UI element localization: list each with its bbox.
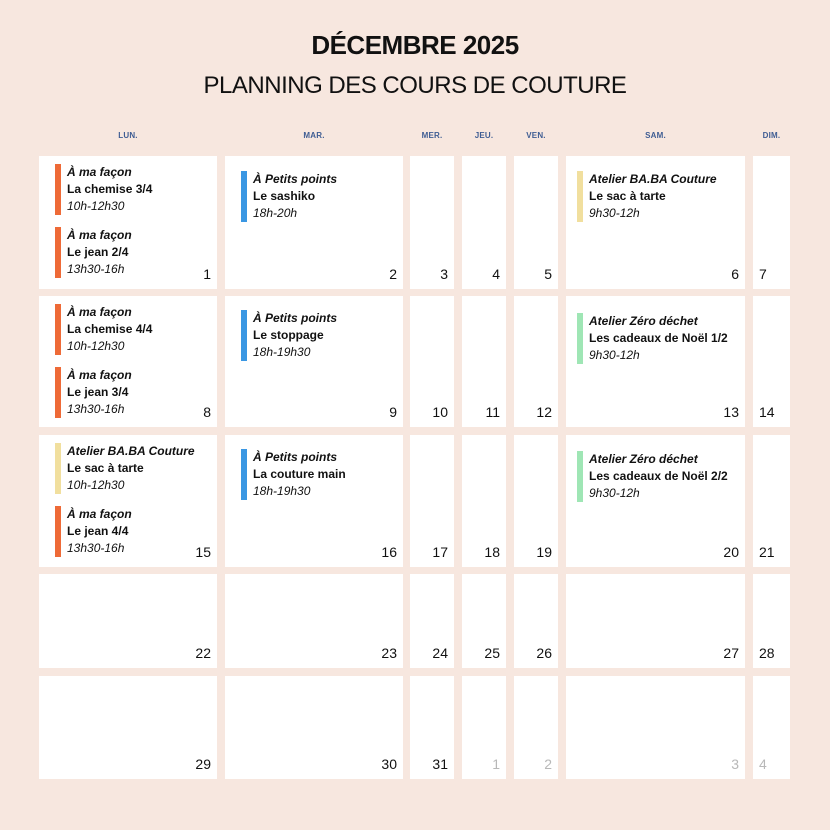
event-time: 9h30-12h	[589, 486, 640, 500]
day-cell[interactable]	[410, 676, 454, 779]
day-cell-next-month[interactable]	[753, 676, 790, 779]
event-organizer: À Petits points	[253, 172, 338, 186]
event-course: Les cadeaux de Noël 1/2	[589, 331, 728, 345]
event-color-bar	[55, 443, 61, 494]
day-number: 6	[731, 266, 739, 282]
day-cell[interactable]	[225, 156, 403, 289]
day-number: 11	[485, 404, 500, 420]
page-subtitle: PLANNING DES COURS DE COUTURE	[203, 72, 627, 99]
day-cell[interactable]	[462, 296, 506, 427]
day-cell[interactable]	[514, 574, 558, 668]
event-baba-couture[interactable]	[577, 171, 717, 222]
day-cell[interactable]	[39, 156, 217, 289]
day-cell[interactable]	[514, 435, 558, 567]
day-cell[interactable]	[753, 435, 790, 567]
day-number: 16	[381, 544, 397, 560]
event-time: 13h30-16h	[67, 262, 125, 276]
day-number: 17	[432, 544, 448, 560]
event-organizer: À ma façon	[67, 305, 132, 319]
event-organizer: Atelier BA.BA Couture	[67, 444, 195, 458]
day-cell-next-month[interactable]	[462, 676, 506, 779]
event-course: La chemise 3/4	[67, 182, 153, 196]
event-time: 13h30-16h	[67, 402, 125, 416]
event-course: Le jean 3/4	[67, 385, 129, 399]
event-time: 10h-12h30	[67, 199, 125, 213]
event-a-ma-facon[interactable]	[55, 506, 132, 557]
day-cell[interactable]	[753, 156, 790, 289]
day-cell[interactable]	[462, 156, 506, 289]
day-number: 26	[536, 645, 552, 661]
day-number: 29	[195, 756, 211, 772]
day-cell[interactable]	[225, 435, 403, 567]
event-time: 10h-12h30	[67, 339, 125, 353]
event-organizer: À ma façon	[67, 165, 132, 179]
day-number: 31	[432, 756, 448, 772]
weekday-header-mon: LUN.	[118, 131, 138, 140]
day-cell[interactable]	[566, 156, 745, 289]
event-color-bar	[241, 310, 247, 361]
page-title: DÉCEMBRE 2025	[311, 30, 519, 60]
day-number: 30	[381, 756, 397, 772]
event-time: 13h30-16h	[67, 541, 125, 555]
day-number: 15	[195, 544, 211, 560]
event-course: Le sac à tarte	[67, 461, 144, 475]
day-cell[interactable]	[410, 296, 454, 427]
event-course: Le jean 4/4	[67, 524, 129, 538]
day-number: 19	[536, 544, 552, 560]
event-color-bar	[55, 367, 61, 418]
day-number: 10	[432, 404, 448, 420]
day-number: 4	[492, 266, 500, 282]
event-time: 18h-19h30	[253, 484, 311, 498]
day-cell[interactable]	[39, 676, 217, 779]
day-number: 1	[203, 266, 211, 282]
day-cell[interactable]	[566, 574, 745, 668]
event-petits-points[interactable]	[241, 449, 346, 500]
day-number: 12	[536, 404, 552, 420]
day-number: 2	[544, 756, 552, 772]
day-cell[interactable]	[225, 574, 403, 668]
weekday-header-thu: JEU.	[474, 131, 494, 140]
event-a-ma-facon[interactable]	[55, 227, 132, 278]
day-cell[interactable]	[462, 574, 506, 668]
day-number: 20	[723, 544, 739, 560]
event-time: 9h30-12h	[589, 206, 640, 220]
event-color-bar	[55, 164, 61, 215]
day-cell[interactable]	[225, 296, 403, 427]
day-number: 5	[544, 266, 552, 282]
day-cell[interactable]	[410, 574, 454, 668]
day-number: 18	[484, 544, 500, 560]
day-cell[interactable]	[39, 574, 217, 668]
event-color-bar	[577, 451, 583, 502]
weekday-header-fri: VEN.	[526, 131, 546, 140]
event-time: 9h30-12h	[589, 348, 640, 362]
day-cell[interactable]	[225, 676, 403, 779]
event-baba-couture[interactable]	[55, 443, 195, 494]
event-petits-points[interactable]	[241, 310, 337, 361]
day-cell[interactable]	[514, 296, 558, 427]
day-number: 7	[759, 266, 767, 282]
event-color-bar	[55, 227, 61, 278]
day-cell[interactable]	[462, 435, 506, 567]
event-course: Les cadeaux de Noël 2/2	[589, 469, 728, 483]
event-organizer: À ma façon	[67, 368, 132, 382]
event-organizer: Atelier Zéro déchet	[589, 314, 698, 328]
day-number: 14	[759, 404, 775, 420]
day-cell-next-month[interactable]	[514, 676, 558, 779]
day-cell[interactable]	[410, 435, 454, 567]
day-number: 24	[432, 645, 448, 661]
event-organizer: À Petits points	[253, 311, 338, 325]
event-organizer: À ma façon	[67, 507, 132, 521]
day-number: 21	[759, 544, 775, 560]
weekday-header-wed: MER.	[421, 131, 443, 140]
event-course: La couture main	[253, 467, 346, 481]
event-color-bar	[241, 171, 247, 222]
day-number: 8	[203, 404, 211, 420]
event-course: Le sac à tarte	[589, 189, 666, 203]
weekday-header-sat: SAM.	[645, 131, 666, 140]
day-number: 2	[389, 266, 397, 282]
event-course: Le sashiko	[253, 189, 316, 203]
day-cell[interactable]	[566, 296, 745, 427]
event-course: La chemise 4/4	[67, 322, 153, 336]
event-time: 18h-20h	[253, 206, 298, 220]
event-organizer: Atelier BA.BA Couture	[589, 172, 717, 186]
event-zero-dechet[interactable]	[577, 313, 728, 364]
day-cell-next-month[interactable]	[566, 676, 745, 779]
day-number: 3	[440, 266, 448, 282]
day-cell[interactable]	[566, 435, 745, 567]
event-organizer: Atelier Zéro déchet	[589, 452, 698, 466]
day-number: 4	[759, 756, 767, 772]
event-a-ma-facon[interactable]	[55, 367, 132, 418]
event-color-bar	[241, 449, 247, 500]
event-a-ma-facon[interactable]	[55, 304, 152, 355]
day-number: 27	[723, 645, 739, 661]
event-color-bar	[577, 171, 583, 222]
event-time: 18h-19h30	[253, 345, 311, 359]
event-petits-points[interactable]	[241, 171, 337, 222]
day-cell[interactable]	[39, 435, 217, 567]
event-time: 10h-12h30	[67, 478, 125, 492]
day-number: 23	[381, 645, 397, 661]
day-cell[interactable]	[410, 156, 454, 289]
day-number: 13	[723, 404, 739, 420]
event-course: Le jean 2/4	[67, 245, 129, 259]
day-cell[interactable]	[39, 296, 217, 427]
event-a-ma-facon[interactable]	[55, 164, 152, 215]
weekday-header-sun: DIM.	[762, 131, 781, 140]
event-color-bar	[577, 313, 583, 364]
event-organizer: À Petits points	[253, 450, 338, 464]
weekday-header-tue: MAR.	[303, 131, 325, 140]
day-number: 9	[389, 404, 397, 420]
day-number: 22	[195, 645, 211, 661]
event-zero-dechet[interactable]	[577, 451, 728, 502]
day-cell[interactable]	[753, 296, 790, 427]
event-color-bar	[55, 506, 61, 557]
day-number: 1	[492, 756, 500, 772]
day-number: 3	[731, 756, 739, 772]
event-organizer: À ma façon	[67, 228, 132, 242]
day-number: 28	[759, 645, 775, 661]
event-course: Le stoppage	[253, 328, 324, 342]
day-cell[interactable]	[514, 156, 558, 289]
day-number: 25	[484, 645, 500, 661]
event-color-bar	[55, 304, 61, 355]
day-cell[interactable]	[753, 574, 790, 668]
